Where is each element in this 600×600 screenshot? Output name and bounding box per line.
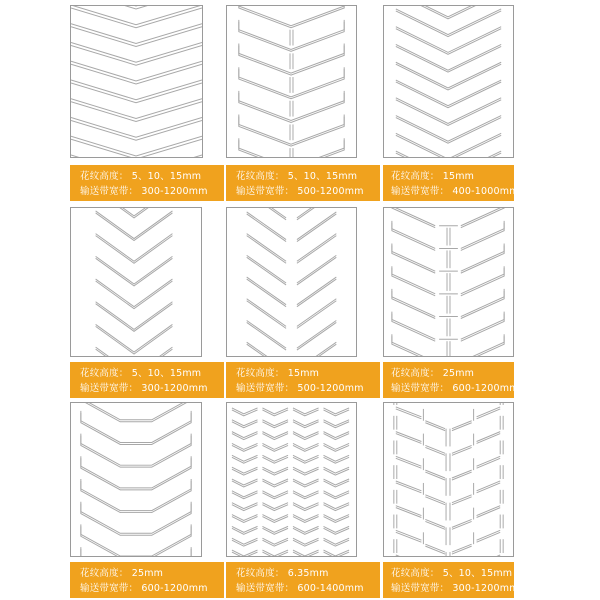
pattern-panel-5 — [226, 207, 357, 357]
spec-banner-6 — [383, 362, 519, 398]
belt-width-text: 输送带宽带： 500-1200mm — [236, 186, 364, 197]
pattern-panel-6 — [383, 207, 514, 357]
spec-banner-3 — [383, 165, 519, 201]
pattern-height-text: 花纹高度： 25mm — [391, 368, 475, 379]
dense-chevron-pattern-icon — [71, 6, 202, 157]
wide-v-chevron-pattern-icon — [384, 6, 513, 157]
pattern-height-text: 花纹高度： 15mm — [391, 171, 475, 182]
pattern-height-text: 花纹高度： 6.35mm — [236, 568, 329, 579]
pattern-height-text: 花纹高度： 5、10、15mm — [80, 368, 202, 379]
pattern-panel-8 — [226, 402, 357, 557]
belt-width-text: 输送带宽带： 600-1400mm — [236, 583, 364, 594]
belt-width-text: 输送带宽带： 500-1200mm — [236, 383, 364, 394]
pattern-panel-9 — [383, 402, 514, 557]
spec-banner-1 — [70, 165, 224, 201]
belt-width-text: 输送带宽带： 300-1200mm — [80, 383, 208, 394]
pattern-panel-3 — [383, 5, 514, 158]
spec-banner-9 — [383, 562, 519, 598]
chevron-side-bars-pattern-icon — [227, 6, 356, 157]
spec-banner-5 — [226, 362, 380, 398]
belt-width-text: 输送带宽带： 600-1200mm — [391, 383, 519, 394]
pattern-panel-7 — [70, 402, 202, 557]
t-center-chevron-pattern-icon — [384, 208, 513, 356]
spec-banner-7 — [70, 562, 224, 598]
pattern-height-text: 花纹高度： 15mm — [236, 368, 320, 379]
split-v-chevron-pattern-icon — [227, 208, 356, 356]
spec-banner-8 — [226, 562, 380, 598]
pattern-height-text: 花纹高度： 5、10、15mm — [391, 568, 513, 579]
pattern-height-text: 花纹高度： 5、10、15mm — [80, 171, 202, 182]
belt-width-text: 输送带宽带： 400-1000mm — [391, 186, 519, 197]
pattern-panel-4 — [70, 207, 202, 357]
pattern-height-text: 花纹高度： 25mm — [80, 568, 164, 579]
narrow-v-chevron-pattern-icon — [71, 208, 201, 356]
multi-column-chevron-pattern-icon — [227, 403, 356, 556]
segmented-chevron-pattern-icon — [384, 403, 513, 556]
spec-banner-2 — [226, 165, 380, 201]
pattern-height-text: 花纹高度： 5、10、15mm — [236, 171, 358, 182]
belt-width-text: 输送带宽带： 300-1200mm — [391, 583, 519, 594]
pattern-panel-1 — [70, 5, 203, 158]
belt-width-text: 输送带宽带： 300-1200mm — [80, 186, 208, 197]
pattern-panel-2 — [226, 5, 357, 158]
flat-bottom-chevron-pattern-icon — [71, 403, 201, 556]
belt-width-text: 输送带宽带： 600-1200mm — [80, 583, 208, 594]
spec-banner-4 — [70, 362, 224, 398]
